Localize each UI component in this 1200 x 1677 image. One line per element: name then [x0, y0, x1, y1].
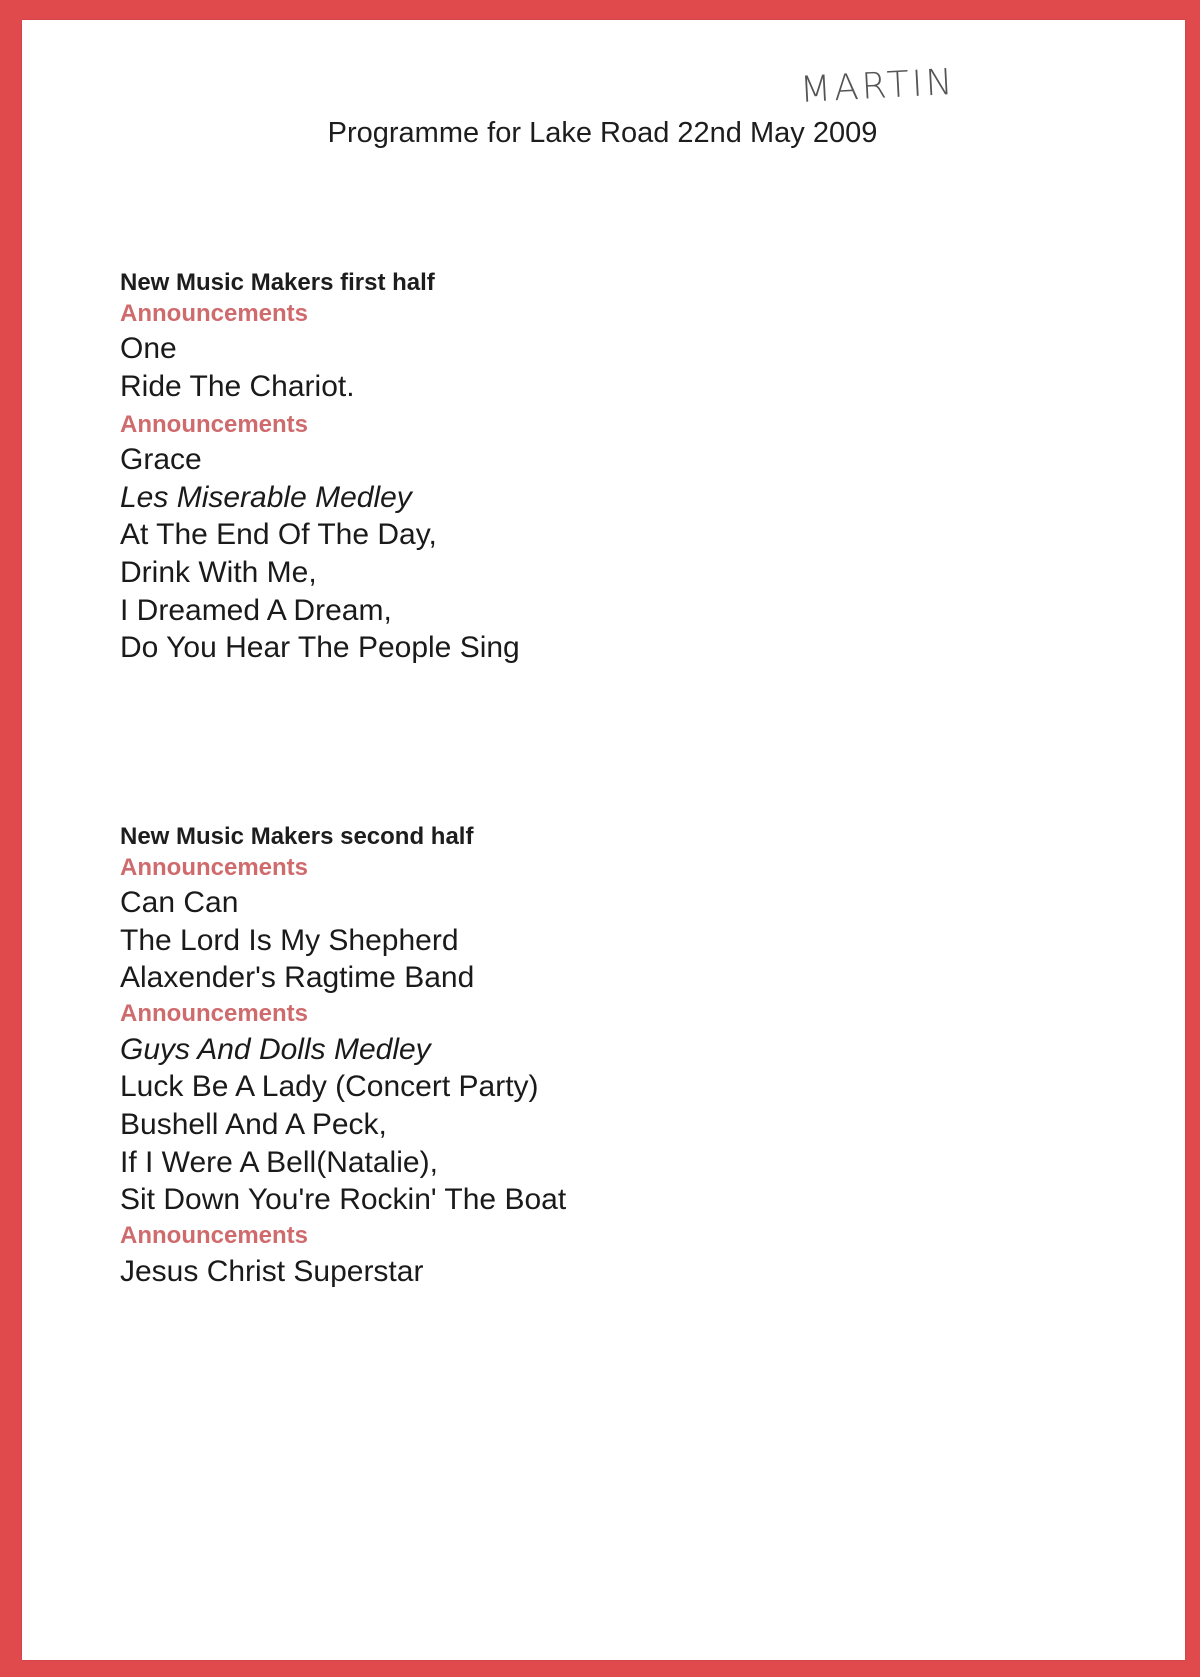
announcements-label: Announcements — [120, 854, 309, 881]
announcements-label: Announcements — [120, 411, 309, 439]
song-item: Alaxender's Ragtime Band — [120, 961, 475, 995]
announcements-label: Announcements — [120, 999, 309, 1027]
song-item: Drink With Me, — [120, 555, 317, 589]
song-item: Luck Be A Lady (Concert Party) — [120, 1070, 539, 1104]
section-first-half — [120, 268, 520, 667]
song-item: At The End Of The Day, — [120, 518, 437, 552]
song-item: Grace — [120, 443, 202, 477]
song-item: One — [120, 332, 177, 365]
section-second-half — [120, 822, 566, 1290]
song-item: Can Can — [120, 886, 239, 919]
song-item: If I Were A Bell(Natalie), — [120, 1145, 438, 1179]
song-item: Ride The Chariot. — [120, 369, 355, 403]
medley-title: Les Miserable Medley — [120, 480, 412, 514]
page-title: Programme for Lake Road 22nd May 2009 — [327, 117, 878, 149]
medley-title: Guys And Dolls Medley — [120, 1032, 431, 1066]
announcements-label: Announcements — [120, 1221, 309, 1249]
section-heading: New Music Makers first half — [120, 269, 435, 296]
song-item: Jesus Christ Superstar — [120, 1254, 424, 1288]
song-item: Bushell And A Peck, — [120, 1107, 387, 1141]
song-item: I Dreamed A Dream, — [120, 593, 392, 627]
section-heading: New Music Makers second half — [120, 823, 474, 850]
song-item: Do You Hear The People Sing — [120, 631, 520, 665]
song-item: The Lord Is My Shepherd — [120, 923, 459, 957]
handwritten-name: MARTIN — [798, 61, 957, 111]
announcements-label: Announcements — [120, 300, 309, 327]
song-item: Sit Down You're Rockin' The Boat — [120, 1183, 567, 1217]
